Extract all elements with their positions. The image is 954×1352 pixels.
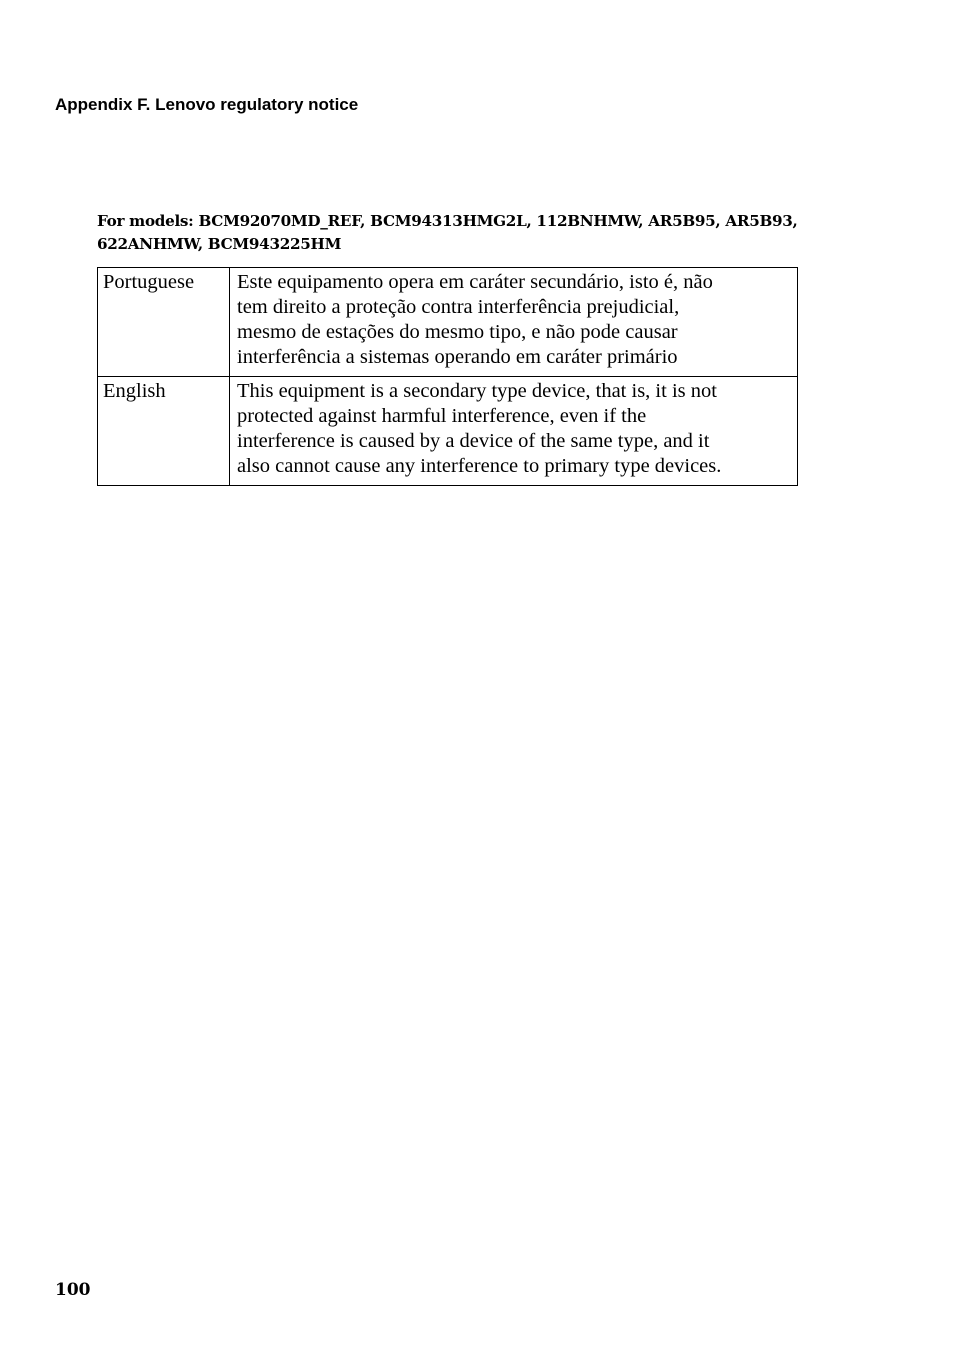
models-heading-line: For models: BCM92070MD_REF, BCM94313HMG2L, 112BNHMW, AR5B95, AR5B93, (97, 212, 798, 230)
notice-text-line: also cannot cause any interference to primary type devices. (237, 455, 722, 477)
notice-text-cell (230, 377, 798, 486)
regulatory-notice-table (97, 267, 798, 486)
notice-text-line: mesmo de estações do mesmo tipo, e não pode causar (237, 321, 678, 343)
table-row (98, 268, 798, 377)
language-cell: English (98, 377, 230, 486)
language-cell: Portuguese (98, 268, 230, 377)
page-header-title: Appendix F. Lenovo regulatory notice (55, 95, 359, 114)
notice-text-line: protected against harmful interference, even if the (237, 405, 647, 427)
models-heading-line: 622ANHMW, BCM943225HM (97, 235, 342, 253)
notice-text-line: tem direito a proteção contra interferência prejudicial, (237, 296, 680, 318)
notice-text-line: This equipment is a secondary type device, that is, it is not (237, 380, 717, 402)
table-row (98, 377, 798, 486)
models-heading (97, 210, 817, 256)
notice-text-cell (230, 268, 798, 377)
notice-text-line: Este equipamento opera em caráter secundário, isto é, não (237, 271, 713, 293)
page-number: 100 (55, 1280, 91, 1300)
notice-text-line: interferência a sistemas operando em caráter primário (237, 346, 678, 368)
notice-text-line: interference is caused by a device of the same type, and it (237, 430, 710, 452)
